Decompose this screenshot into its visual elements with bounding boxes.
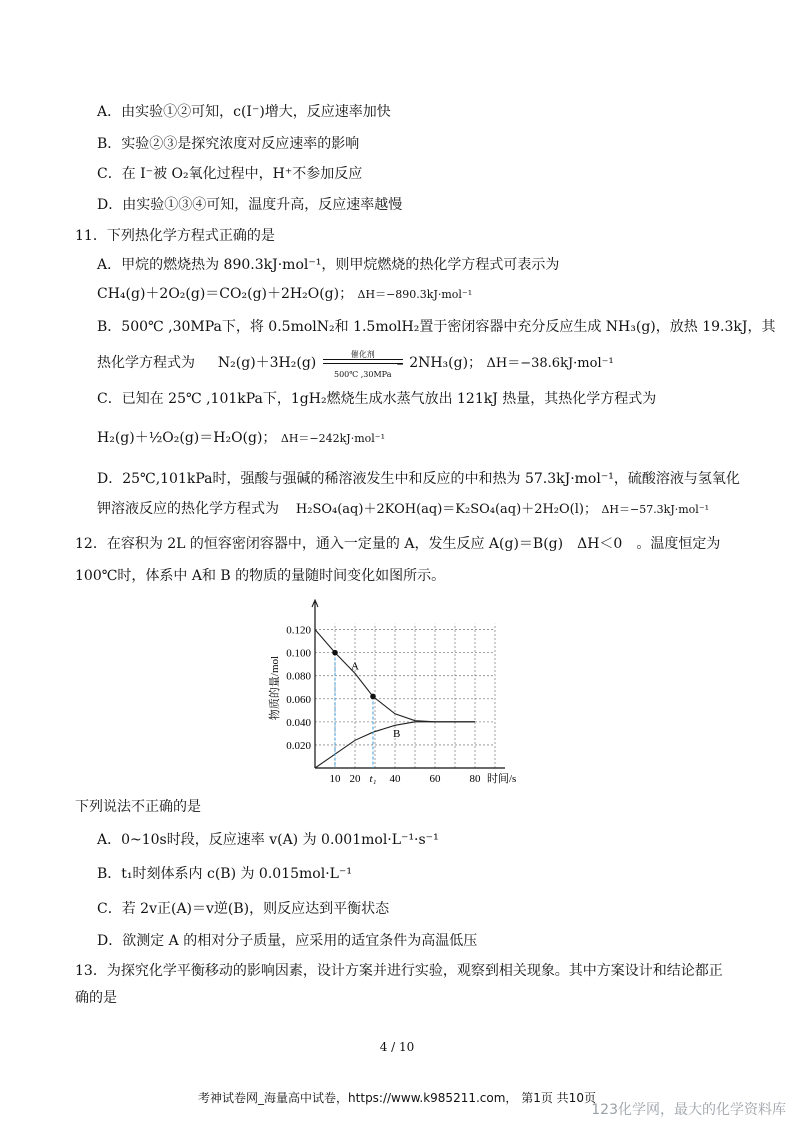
series-label-A: A xyxy=(351,660,359,673)
chart-axes xyxy=(312,600,505,768)
q12-option-b: B．t₁时刻体系内 c(B) 为 0.015mol·L⁻¹ xyxy=(97,866,352,882)
q12-option-c: C．若 2v正(A)＝v逆(B)，则反应达到平衡状态 xyxy=(97,901,390,917)
q12-question: 下列说法不正确的是 xyxy=(75,799,201,815)
q10-option-c: C．在 I⁻被 O₂氧化过程中，H⁺不参加反应 xyxy=(97,166,363,182)
q11-c-dh: ΔH＝−242kJ·mol⁻¹ xyxy=(280,432,385,445)
q11-option-a: A．甲烷的燃烧热为 890.3kJ·mol⁻¹，则甲烷燃烧的热化学方程式可表示为 xyxy=(97,257,560,273)
y-tick-label: 0.100 xyxy=(286,647,311,660)
q11-a-eq-text: CH₄(g)＋2O₂(g)＝CO₂(g)＋2H₂O(g)； xyxy=(97,286,354,302)
x-tick-label: 10 xyxy=(329,773,341,785)
q12-option-a: A．0~10s时段，反应速率 v(A) 为 0.001mol·L⁻¹·s⁻¹ xyxy=(97,832,439,848)
arrow-top-label: 催化剂 xyxy=(350,350,375,359)
watermark: 123化学网，最大的化学资料库 xyxy=(591,1102,786,1118)
q10-option-b: B．实验②③是探究浓度对反应速率的影响 xyxy=(97,136,360,152)
q11-b-eq-left: N₂(g)＋3H₂(g) xyxy=(217,355,317,371)
q13-line1: 13．为探究化学平衡移动的影响因素，设计方案并进行实验，观察到相关现象。其中方案设计和结论都正 xyxy=(75,963,723,979)
y-tick-label: 0.040 xyxy=(286,716,311,729)
q11-b-dh: ΔH＝−38.6kJ·mol⁻¹ xyxy=(486,356,614,371)
q11-a-dh: ΔH＝−890.3kJ·mol⁻¹ xyxy=(357,288,473,301)
x-tick-label: 80 xyxy=(469,773,481,785)
q11-option-d: D．25℃,101kPa时，强酸与强碱的稀溶液发生中和反应的中和热为 57.3kJ·mol⁻¹，硫酸溶液与氢氧化 xyxy=(97,471,740,487)
page-number: 4 / 10 xyxy=(379,1040,415,1054)
q11-d-eq-text: H₂SO₄(aq)＋2KOH(aq)＝K₂SO₄(aq)＋2H₂O(l)； xyxy=(295,502,597,517)
q11-stem: 11．下列热化学方程式正确的是 xyxy=(75,228,275,244)
arrow-bottom-label: 500℃ ,30MPa xyxy=(334,370,392,379)
x-tick-label: 60 xyxy=(429,773,441,785)
q11-c-eq-text: H₂(g)＋½O₂(g)＝H₂O(g)； xyxy=(97,430,277,446)
q11-d-dh: ΔH＝−57.3kJ·mol⁻¹ xyxy=(601,503,710,516)
q10-option-a: A．由实验①②可知，c(I⁻)增大，反应速率加快 xyxy=(97,104,391,120)
q11-option-c: C．已知在 25℃ ,101kPa下，1gH₂燃烧生成水蒸气放出 121kJ 热量，其热化学方程式为 xyxy=(97,391,657,407)
q11-a-equation xyxy=(97,284,472,305)
q11-d-equation xyxy=(97,499,709,520)
q12-option-d: D．欲测定 A 的相对分子质量，应采用的适宜条件为高温低压 xyxy=(97,933,478,949)
q11-c-equation xyxy=(97,428,385,449)
page-footer: 考神试卷网_海量高中试卷，https://www.k985211.com， 第1页 共10页 xyxy=(198,1091,596,1105)
data-point xyxy=(332,650,338,656)
q12-chart xyxy=(260,598,540,788)
x-tick-label: 40 xyxy=(389,773,401,785)
y-tick-label: 0.120 xyxy=(286,624,311,637)
reaction-arrow: 催化剂 ⇀ 500℃ ,30MPa xyxy=(321,353,405,373)
chart-labels xyxy=(267,625,516,785)
data-point xyxy=(370,694,376,700)
q11-d-lead: 钾溶液反应的热化学方程式为 xyxy=(97,501,279,517)
y-tick-label: 0.060 xyxy=(286,693,311,706)
q11-b-lead: 热化学方程式为 xyxy=(97,355,195,371)
x-tick-label: 20 xyxy=(349,773,361,785)
q13-line2: 确的是 xyxy=(75,990,117,1006)
chart-grid xyxy=(315,624,495,768)
y-tick-label: 0.080 xyxy=(286,670,311,683)
y-axis-label: 物质的量/mol xyxy=(269,655,281,721)
q12-stem-line1: 12．在容积为 2L 的恒容密闭容器中，通入一定量的 A，发生反应 A(g)＝B(g) ΔH＜0 。温度恒定为 xyxy=(75,536,721,552)
q10-option-d: D．由实验①③④可知，温度升高，反应速率越慢 xyxy=(97,197,403,213)
q11-option-b: B．500℃ ,30MPa下，将 0.5molN₂和 1.5molH₂置于密闭容器中充分反应生成 NH₃(g)，放热 19.3kJ，其 xyxy=(97,319,776,335)
x-axis-label: 时间/s xyxy=(487,773,517,785)
y-tick-label: 0.020 xyxy=(286,739,311,752)
q12-stem-line2: 100℃时，体系中 A和 B 的物质的量随时间变化如图所示。 xyxy=(75,568,446,584)
x-tick-label: t₁ xyxy=(369,773,377,785)
q11-b-equation xyxy=(97,350,614,379)
series-label-B: B xyxy=(393,727,401,740)
q11-b-eq-right: 2NH₃(g)； xyxy=(409,355,483,371)
